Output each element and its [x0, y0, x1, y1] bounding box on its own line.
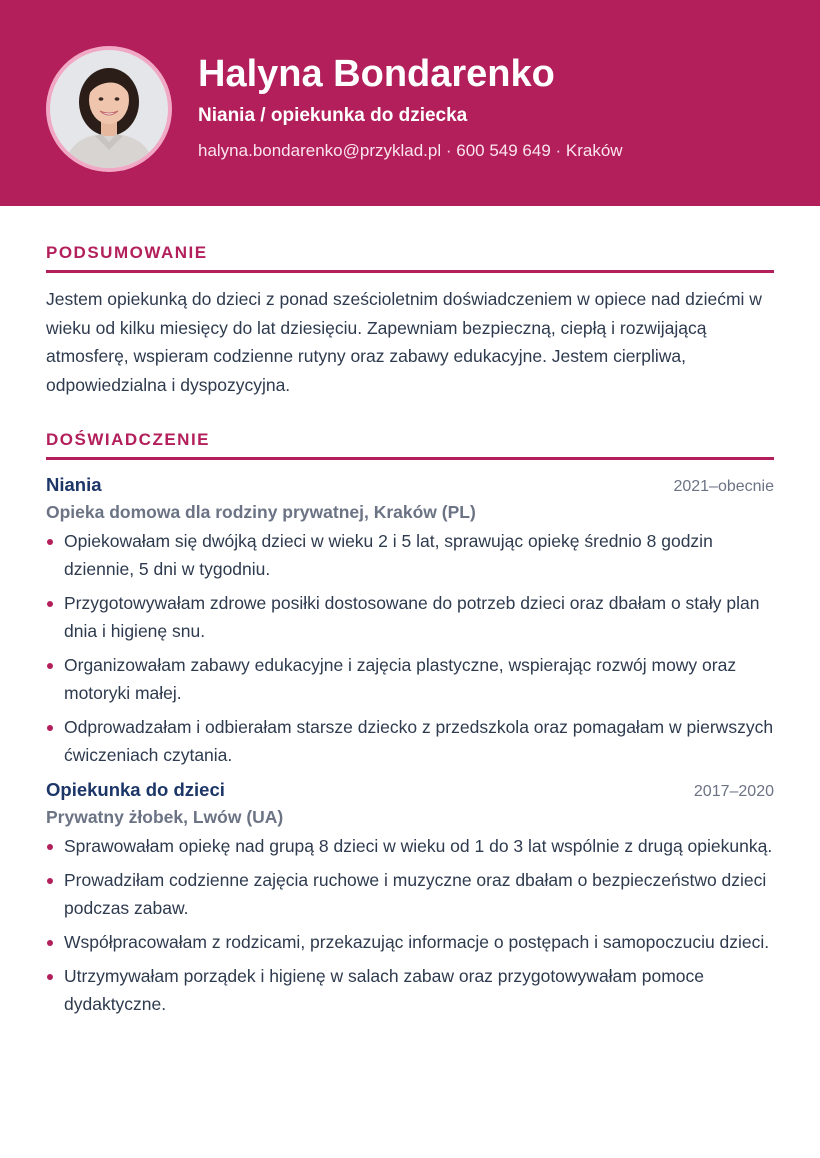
- header-banner: [0, 0, 820, 206]
- bullet-dot-icon: [47, 663, 53, 669]
- bullet-text: Organizowałam zabawy edukacyjne i zajęcia plastyczne, wspierając rozwój mowy oraz motoryki małej.: [64, 655, 737, 703]
- list-item: [46, 651, 774, 707]
- bullet-text: Prowadziłam codzienne zajęcia ruchowe i muzyczne oraz dbałam o bezpieczeństwo dzieci podczas zabaw.: [64, 870, 767, 918]
- job-title: Niania: [46, 474, 102, 495]
- bullet-dot-icon: [47, 974, 53, 980]
- list-item: [46, 832, 774, 860]
- profile-photo: [50, 50, 168, 168]
- job-entry: [46, 777, 774, 1018]
- bullet-text: Odprowadzałam i odbierałam starsze dziecko z przedszkola oraz pomagałam w pierwszych ćwiczeniach czytania.: [64, 717, 774, 765]
- bullet-text: Sprawowałam opiekę nad grupą 8 dzieci w wieku od 1 do 3 lat wspólnie z drugą opiekunką.: [64, 836, 773, 856]
- list-item: [46, 527, 774, 583]
- job-organization: Opieka domowa dla rodziny prywatnej, Kraków (PL): [46, 502, 476, 522]
- bullet-text: Współpracowałam z rodzicami, przekazując informacje o postępach i samopoczuciu dzieci.: [64, 932, 770, 952]
- bullet-dot-icon: [47, 601, 53, 607]
- contact-line: halyna.bondarenko@przyklad.pl · 600 549 649 · Kraków: [198, 141, 623, 160]
- list-item: [46, 866, 774, 922]
- section-title-summary: PODSUMOWANIE: [46, 240, 774, 273]
- bullet-dot-icon: [47, 725, 53, 731]
- bullet-text: Opiekowałam się dwójką dzieci w wieku 2 i 5 lat, sprawując opiekę średnio 8 godzin dziennie, 5 dni w tygodniu.: [64, 531, 713, 579]
- avatar: [46, 46, 172, 172]
- job-organization: Prywatny żłobek, Lwów (UA): [46, 807, 284, 827]
- job-bullets: [46, 527, 774, 769]
- resume-body: [46, 240, 774, 1026]
- bullet-text: Przygotowywałam zdrowe posiłki dostosowane do potrzeb dzieci oraz dbałam o stały plan dnia i higienę snu.: [64, 593, 760, 641]
- bullet-dot-icon: [47, 844, 53, 850]
- list-item: [46, 928, 774, 956]
- job-header: [46, 472, 774, 500]
- bullet-dot-icon: [47, 539, 53, 545]
- list-item: [46, 962, 774, 1018]
- job-header: [46, 777, 774, 805]
- candidate-name: Halyna Bondarenko: [198, 53, 555, 95]
- section-title-experience: DOŚWIADCZENIE: [46, 427, 774, 460]
- bullet-text: Utrzymywałam porządek i higienę w salach zabaw oraz przygotowywałam pomoce dydaktyczne.: [64, 966, 704, 1014]
- job-bullets: [46, 832, 774, 1018]
- list-item: [46, 713, 774, 769]
- job-date: 2017–2020: [693, 783, 774, 800]
- job-date: 2021–obecnie: [673, 478, 774, 495]
- bullet-dot-icon: [47, 940, 53, 946]
- list-item: [46, 589, 774, 645]
- job-entry: [46, 472, 774, 769]
- job-title: Opiekunka do dzieci: [46, 779, 225, 800]
- bullet-dot-icon: [47, 878, 53, 884]
- summary-text: Jestem opiekunką do dzieci z ponad sześcioletnim doświadczeniem w opiece nad dziećmi w wieku od kilku miesięcy do lat dziesięciu. Zapewniam bezpieczną, ciepłą i rozwijającą atmosferę, wspieram codzienne rutyny oraz zabawy edukacyjne. Jestem cierpliwa, odpowiedzialna i dyspozycyjna.: [46, 289, 762, 395]
- job-role: Niania / opiekunka do dziecka: [198, 105, 468, 126]
